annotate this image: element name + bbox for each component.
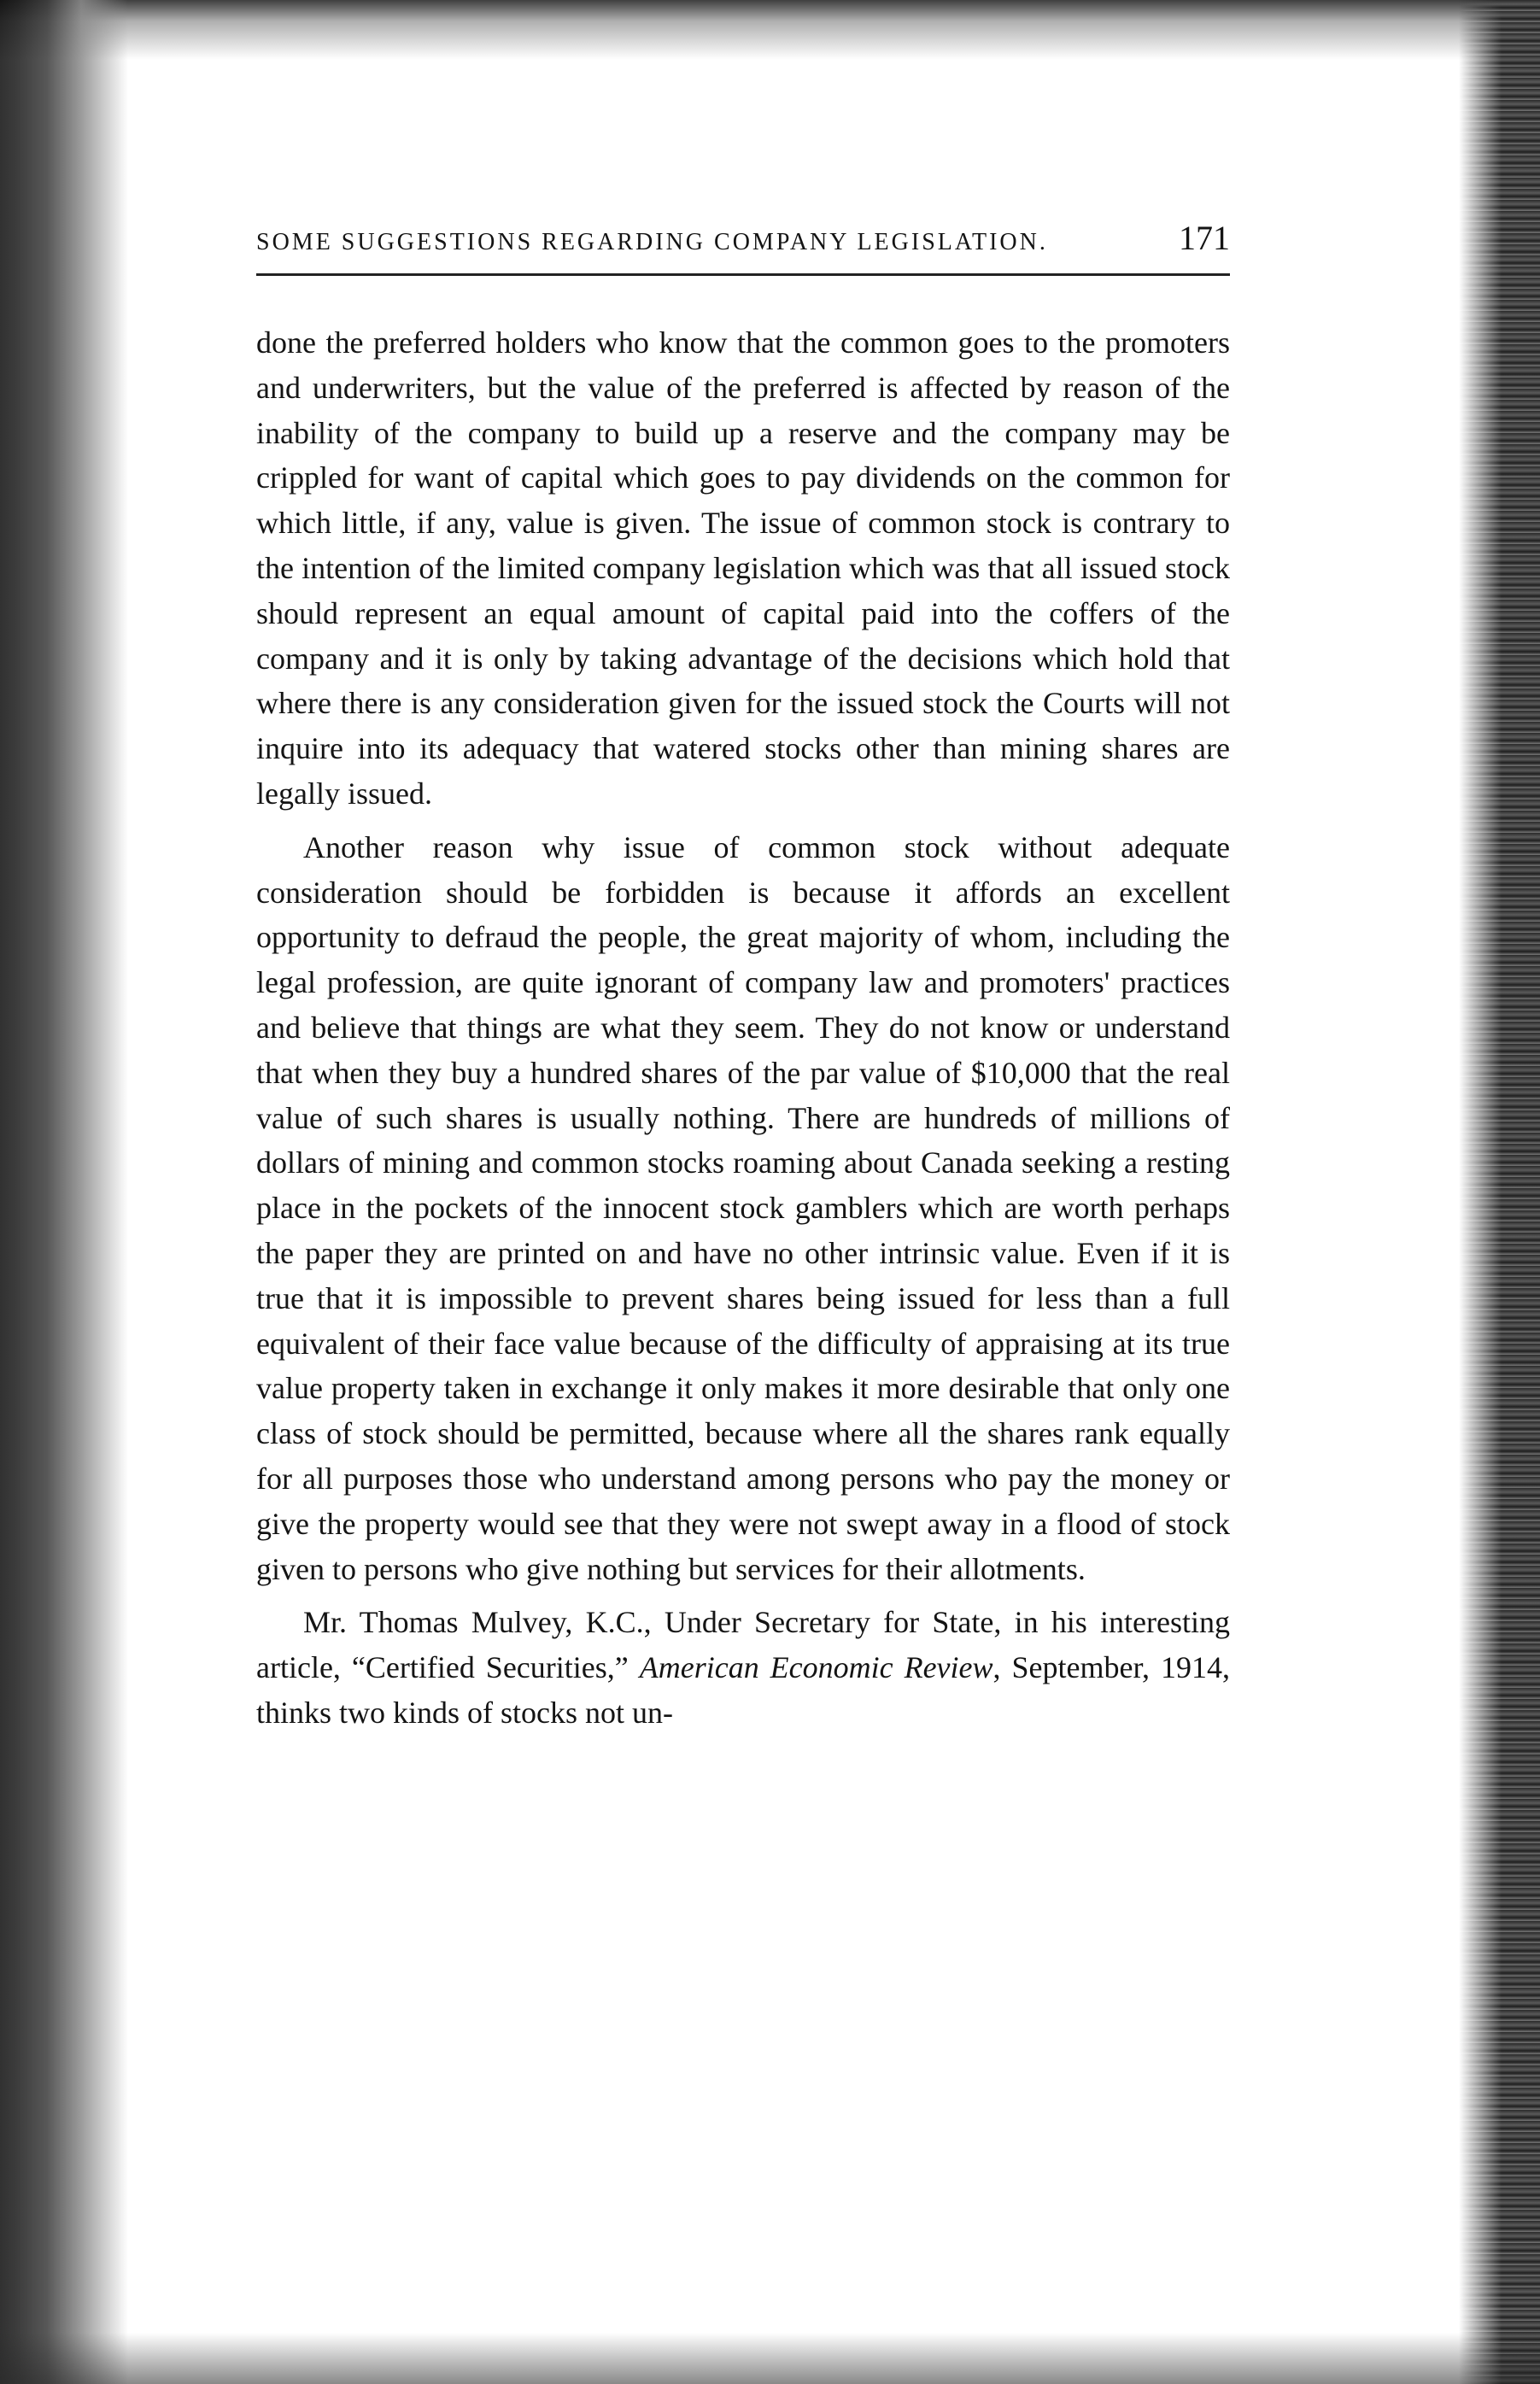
paragraph-continuation: done the preferred holders who know that the common goes to the promoters and underwriters, but the value of the preferred is affected by reason of the inability of the company to build up a reserve and the company may be crippled for want of capital which goes to pay dividends on the common for which little, if any, value is given. The issue of common stock is contrary to the intention of the limited company legislation which was that all issued stock should represent an equal amount of capital paid into the coffers of the company and it is only by taking advantage of the decisions which hold that where there is any consideration given for the issued stock the Courts will not inquire into its adequacy that watered stocks other than mining shares are legally issued. xyxy=(256,325,1230,811)
body-text xyxy=(256,320,1230,1736)
scan-shadow-right xyxy=(1459,0,1540,2384)
journal-title: American Economic Review xyxy=(639,1650,993,1685)
paragraph-common-stock: Another reason why issue of common stock without adequate consideration should be forbidden is because it affords an excellent opportunity to defraud the people, the great majority of whom, including the legal profession, are quite ignorant of company law and promoters' practices and believe that things are what they seem. They do not know or understand that when they buy a hundred shares of the par value of $10,000 that the real value of such shares is usually nothing. There are hundreds of millions of dollars of mining and common stocks roaming about Canada seeking a resting place in the pockets of the innocent stock gamblers which are worth perhaps the paper they are printed on and have no other intrinsic value. Even if it is true that it is impossible to prevent shares being issued for less than a full equivalent of their face value because of the difficulty of appraising at its true value property taken in exchange it only makes it more desirable that only one class of stock should be permitted, because where all the shares rank equally for all purposes those who understand among persons who pay the money or give the property would see that they were not swept away in a flood of stock given to persons who give nothing but services for their allotments. xyxy=(256,829,1230,1586)
scan-shadow-top xyxy=(0,0,1540,60)
paragraph-mulvey-intro: Mr. Thomas Mulvey, K.C., Under Secretary for State, in his interesting article, “Certified Securities,” xyxy=(256,1605,1230,1685)
scan-shadow-left xyxy=(0,0,128,2384)
paragraph-mulvey xyxy=(256,1600,1230,1735)
page-header xyxy=(256,218,1230,276)
running-head: SOME SUGGESTIONS REGARDING COMPANY LEGISLATION. xyxy=(256,229,1048,255)
book-page xyxy=(256,218,1230,1736)
scan-shadow-bottom xyxy=(0,2333,1540,2384)
paragraph-mulvey-end: , September, 1914, thinks two kinds of stocks not un- xyxy=(256,1650,1230,1730)
page-number: 171 xyxy=(1179,219,1230,257)
